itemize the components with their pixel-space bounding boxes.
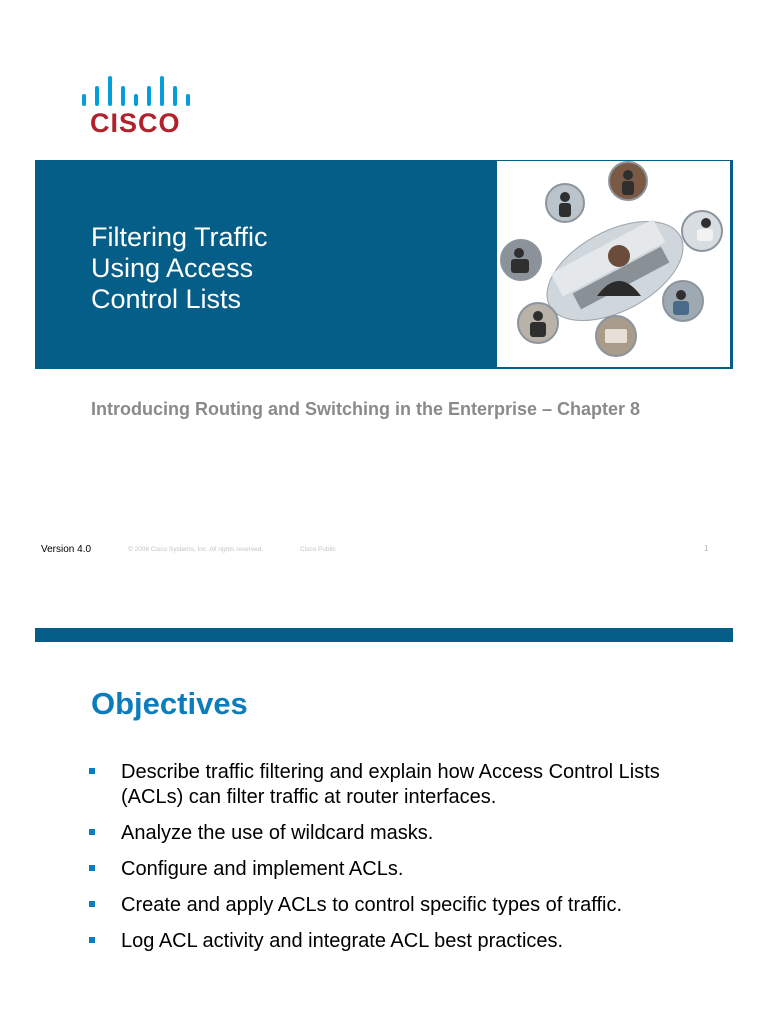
cisco-logo: [82, 74, 194, 136]
footer-classification: Cisco Public: [300, 546, 336, 553]
objectives-list: [85, 760, 705, 965]
objective-text: Describe traffic filtering and explain how Access Control Lists (ACLs) can filter traffic at router interfaces.: [121, 761, 660, 808]
objective-item: [85, 760, 705, 810]
photo-collage-image: [497, 161, 730, 367]
objective-text: Log ACL activity and integrate ACL best practices.: [121, 930, 564, 952]
objective-item: [85, 929, 705, 954]
bullet-square-icon: [89, 901, 95, 907]
objective-item: [85, 857, 705, 882]
slide-title: [91, 222, 471, 315]
footer-page-number: 1: [704, 544, 709, 553]
slide-subtitle: Introducing Routing and Switching in the Enterprise – Chapter 8: [91, 399, 641, 419]
bullet-square-icon: [89, 829, 95, 835]
bullet-square-icon: [89, 937, 95, 943]
cisco-logo-wordmark: CISCO: [90, 108, 181, 138]
footer-copyright: © 2006 Cisco Systems, Inc. All rights reserved.: [128, 546, 264, 553]
objective-text: Configure and implement ACLs.: [121, 858, 404, 880]
slide-title-line-1: Filtering Traffic: [91, 222, 268, 252]
footer-version: Version 4.0: [41, 544, 92, 555]
header-band: [35, 628, 733, 642]
photo-collage: [497, 161, 730, 367]
slide-title-line-3: Control Lists: [91, 284, 242, 314]
bullet-square-icon: [89, 865, 95, 871]
bullet-square-icon: [89, 768, 95, 774]
objectives-title: Objectives: [91, 686, 248, 721]
objective-text: Analyze the use of wildcard masks.: [121, 822, 434, 844]
slide-title-line-2: Using Access: [91, 253, 254, 283]
objective-item: [85, 893, 705, 918]
cisco-logo-bars-icon: [82, 74, 194, 106]
objective-item: [85, 821, 705, 846]
objective-text: Create and apply ACLs to control specific types of traffic.: [121, 894, 622, 916]
